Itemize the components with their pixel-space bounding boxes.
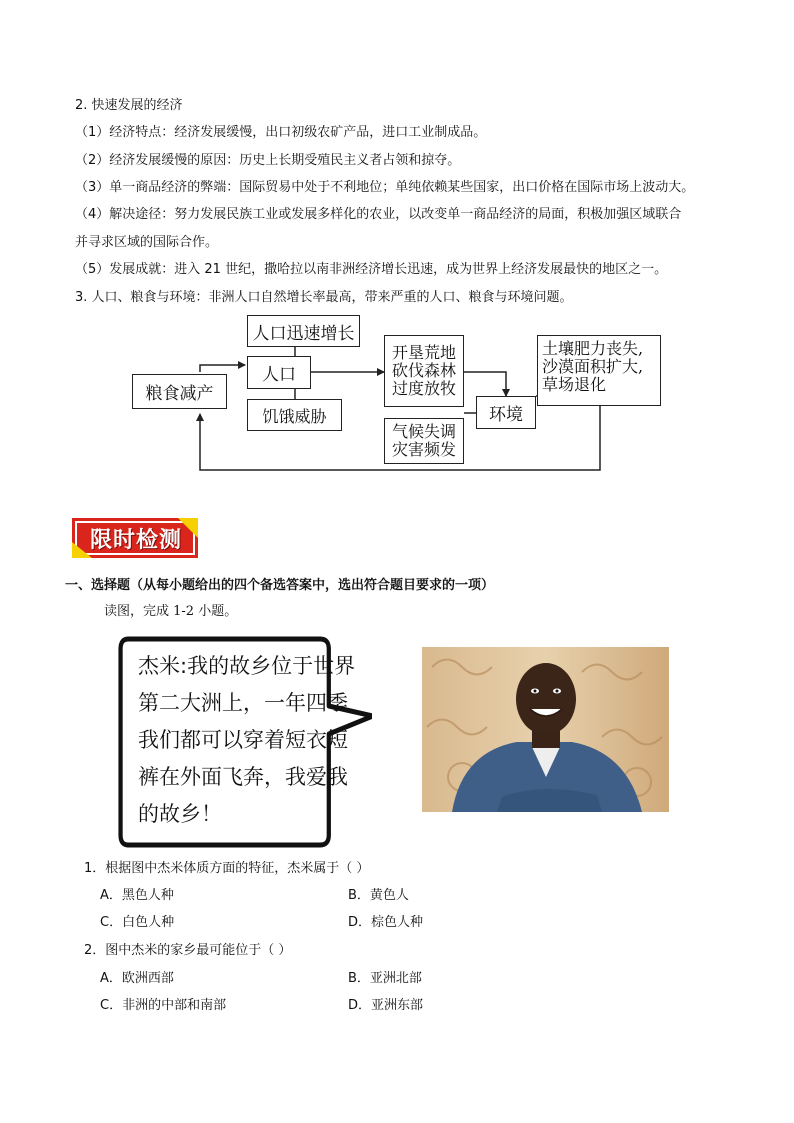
box-environment: 环境 [476,396,536,429]
question-2-option-c[interactable]: C．非洲的中部和南部 [100,998,227,1013]
speech-bubble-text [138,648,364,833]
question-1-option-c[interactable]: C．白色人种 [100,915,175,930]
question-1-stem: 1．根据图中杰米体质方面的特征，杰米属于（ ） [84,861,370,876]
box-famine-threat: 饥饿威胁 [247,399,342,431]
question-1-option-b[interactable]: B．黄色人 [348,888,409,903]
section-title-multiple-choice: 一、选择题（从每小题给出的四个备选答案中，选出符合题目要求的一项） [65,578,495,593]
paragraph-achievements: （5）发展成就：进入 21 世纪，撒哈拉以南非洲经济增长迅速，成为世界上经济发展最快的地区之一。 [75,262,668,277]
paragraph-economic-features: （1）经济特点：经济发展缓慢，出口初级农矿产品，进口工业制成品。 [75,125,487,140]
photo-jamie [422,647,669,812]
effect-desertification: 沙漠面积扩大, [542,357,644,376]
bubble-line: 第二大洲上，一年四季 [138,691,348,715]
box-food-decline: 粮食减产 [132,374,227,409]
bubble-line: 裤在外面飞奔，我爱我 [138,765,348,789]
bubble-line: 的故乡！ [138,802,222,826]
question-1-option-a[interactable]: A．黑色人种 [100,888,174,903]
heading-population-food-environment: 3. 人口、粮食与环境：非洲人口自然增长率最高，带来严重的人口、粮食与环境问题。 [75,290,573,305]
question-2-option-a[interactable]: A．欧洲西部 [100,971,174,986]
box-environmental-effects [537,335,661,406]
box-population: 人口 [247,356,311,389]
paragraph-solutions: （4）解决途径：努力发展民族工业或发展多样化的农业，以改变单一商品经济的局面，积极加强区域联合 [75,207,682,222]
frequent-disasters: 灾害频发 [391,440,456,459]
bubble-line: 我们都可以穿着短衣短 [138,728,348,752]
activity-reclaim-land: 开垦荒地 [391,343,456,362]
box-human-activities [384,335,464,407]
box-population-growth: 人口迅速增长 [247,315,360,347]
box-climate-disorder [384,418,464,464]
activity-overgrazing: 过度放牧 [391,379,456,398]
question-2-option-b[interactable]: B．亚洲北部 [348,971,422,986]
bubble-line: 杰米:我的故乡位于世界 [138,654,356,678]
question-2-option-d[interactable]: D．亚洲东部 [348,998,424,1013]
section-instruction: 读图，完成 1-2 小题。 [104,604,238,619]
activity-deforestation: 砍伐森林 [391,361,456,380]
climate-imbalance: 气候失调 [391,422,456,441]
badge-label: 限时检测 [89,527,182,553]
effect-grassland-degradation: 草场退化 [542,375,607,394]
question-1-option-d[interactable]: D．棕色人种 [348,915,424,930]
effect-soil-fertility-loss: 土壤肥力丧失, [542,339,644,358]
timed-test-badge [70,514,202,562]
paragraph-single-commodity-drawbacks: （3）单一商品经济的弊端：国际贸易中处于不利地位；单纯依赖某些国家，出口价格在国际市场上波动大。 [75,180,695,195]
paragraph-slow-development-causes: （2）经济发展缓慢的原因：历史上长期受殖民主义者占领和掠夺。 [75,153,461,168]
question-2-stem: 2．图中杰米的家乡最可能位于（ ） [84,943,292,958]
paragraph-solutions-continued: 并寻求区域的国际合作。 [75,235,219,250]
heading-economy: 2. 快速发展的经济 [75,98,183,113]
